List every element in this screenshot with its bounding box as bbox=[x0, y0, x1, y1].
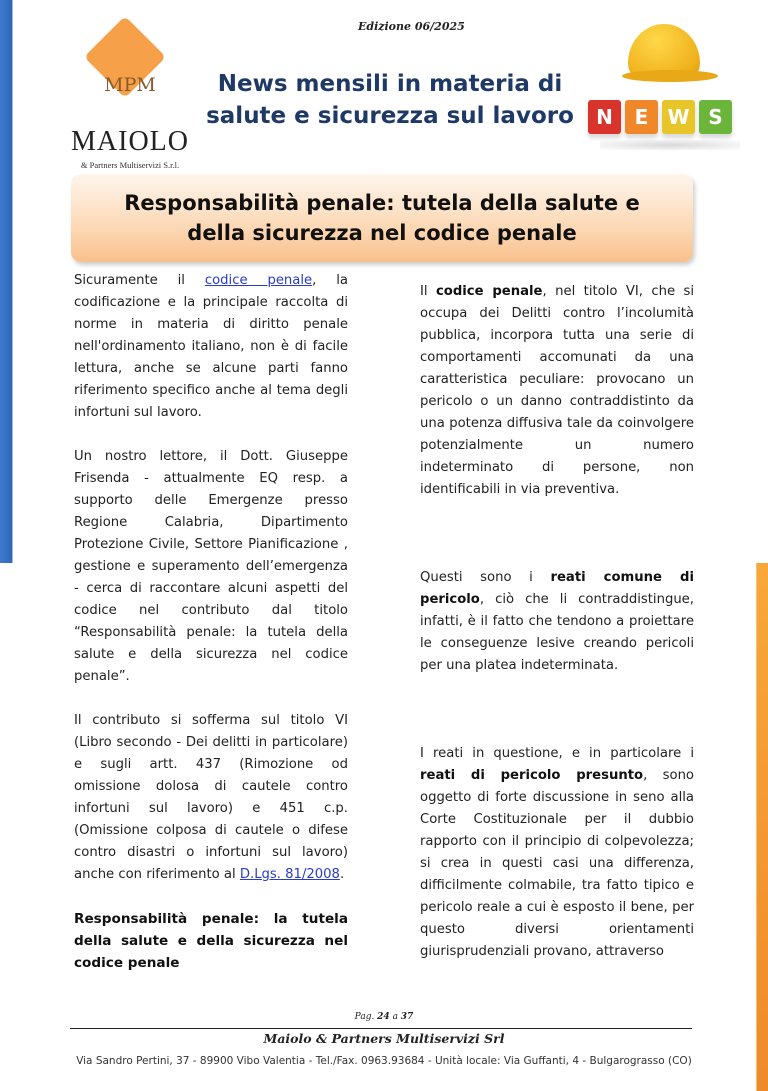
article-subheading: Responsabilità penale: la tutela della salute e della sicurezza nel codice penale bbox=[74, 911, 348, 971]
page-current: 24 bbox=[377, 1012, 390, 1022]
right-paragraph-1 bbox=[420, 281, 694, 501]
text-span: I reati in questione, e in particolare i bbox=[420, 746, 694, 761]
newsletter-title-line2: salute e sicurezza sul lavoro bbox=[206, 103, 574, 129]
text-span: , nel titolo VI, che si occupa dei Delitti contro l’incolumità pubblica, incorpora tutta una serie di comportamenti accomunati da una caratteristica peculiare: provocano un pericolo o un danno contraddistinto da una potenza diffusiva tale da coinvolgere potenzialmente un numero indeterminato di persone, non identificabili in via preventiva. bbox=[420, 284, 695, 497]
newsletter-title-line1: News mensili in materia di bbox=[217, 71, 563, 97]
newsletter-title bbox=[205, 68, 575, 132]
news-cube-w: W bbox=[662, 100, 695, 134]
text-span: Sicuramente il bbox=[74, 273, 205, 288]
left-paragraph-1 bbox=[74, 270, 348, 424]
bold-term: reati di pericolo presunto bbox=[420, 768, 644, 783]
page-prefix: Pag. bbox=[354, 1012, 378, 1022]
footer-divider bbox=[70, 1028, 692, 1029]
hard-hat-icon bbox=[622, 24, 718, 86]
left-column bbox=[74, 270, 348, 996]
edition-label: Edizione 06/2025 bbox=[358, 20, 465, 33]
dlgs-81-2008-link[interactable]: D.Lgs. 81/2008 bbox=[239, 867, 340, 882]
page-total: 37 bbox=[400, 1012, 414, 1022]
right-column bbox=[420, 281, 694, 985]
company-logo bbox=[60, 22, 200, 170]
logo-name: MAIOLO bbox=[71, 126, 189, 157]
bold-term: reati comune di pericolo bbox=[420, 570, 694, 607]
text-span: , ciò che li contraddistingue, infatti, è il fatto che tendono a proiettare le conseguenze lesive creando pericoli per una platea indeterminata. bbox=[420, 592, 694, 673]
logo-subtitle: & Partners Multiservizi S.r.l. bbox=[80, 160, 180, 170]
text-span: , la codificazione e la principale raccolta di norme in materia di diritto penale nell'ordinamento italiano, non è di facile lettura, anche se alcune parti fanno riferimento specifico anche al tema degli infortuni sul lavoro. bbox=[74, 273, 348, 420]
right-paragraph-2 bbox=[420, 567, 694, 677]
left-paragraph-2: Un nostro lettore, il Dott. Giuseppe Frisenda - attualmente EQ resp. a supporto delle Emergenze presso Regione Calabria, Dipartimento Protezione Civile, Settore Pianificazione , gestione e superamento dell’emergenza - cerca di raccontare alcuni aspetti del codice nel contributo dal titolo “Responsabilità penale: la tutela della salute e della sicurezza nel codice penale”. bbox=[74, 449, 348, 684]
left-decorative-bar bbox=[0, 0, 13, 563]
left-paragraph-3 bbox=[74, 710, 348, 886]
page-separator: a bbox=[389, 1012, 401, 1022]
news-cube-e: E bbox=[625, 100, 658, 134]
text-span: Il contributo si sofferma sul titolo VI (Libro secondo - Dei delitti in particolare) e sugli artt. 437 (Rimozione od omissione dolosa di cautele contro infortuni sul lavoro) e 451 c.p. (Omissione colposa di cautele o difese contro disastri o infortuni sul lavoro) anche con riferimento al bbox=[74, 713, 348, 882]
news-cube-n: N bbox=[588, 100, 621, 134]
news-cube-s: S bbox=[699, 100, 732, 134]
text-span: , sono oggetto di forte discussione in seno alla Corte Costituzionale per il dubbio rapporto con il principio di colpevolezza; si crea in questi casi una differenza, difficilmente colmabile, tra fatto tipico e pericolo reale a cui è esposto il bene, per questo diversi orientamenti giurisprudenziali provano, attraverso bbox=[420, 768, 694, 959]
news-cubes-shadow bbox=[600, 140, 740, 150]
hard-hat-brim bbox=[622, 70, 718, 82]
footer-company-name: Maiolo & Partners Multiservizi Srl bbox=[263, 1031, 505, 1046]
text-span: . bbox=[339, 867, 345, 882]
bold-term: codice penale bbox=[435, 284, 543, 299]
text-span: Il bbox=[420, 284, 436, 299]
right-paragraph-3 bbox=[420, 743, 694, 963]
article-title: Responsabilità penale: tutela della salute e della sicurezza nel codice penale bbox=[124, 191, 640, 245]
logo-monogram: MPM bbox=[104, 74, 156, 96]
news-cubes-graphic bbox=[588, 100, 740, 140]
article-title-box bbox=[71, 174, 693, 262]
page-number bbox=[0, 1012, 768, 1022]
codice-penale-link[interactable]: codice penale bbox=[204, 273, 313, 288]
text-span: Questi sono i bbox=[420, 570, 551, 585]
footer-address: Via Sandro Pertini, 37 - 89900 Vibo Valentia - Tel./Fax. 0963.93684 - Unità locale: Via Guffanti, 4 - Bulgarograsso (CO) bbox=[76, 1055, 692, 1067]
